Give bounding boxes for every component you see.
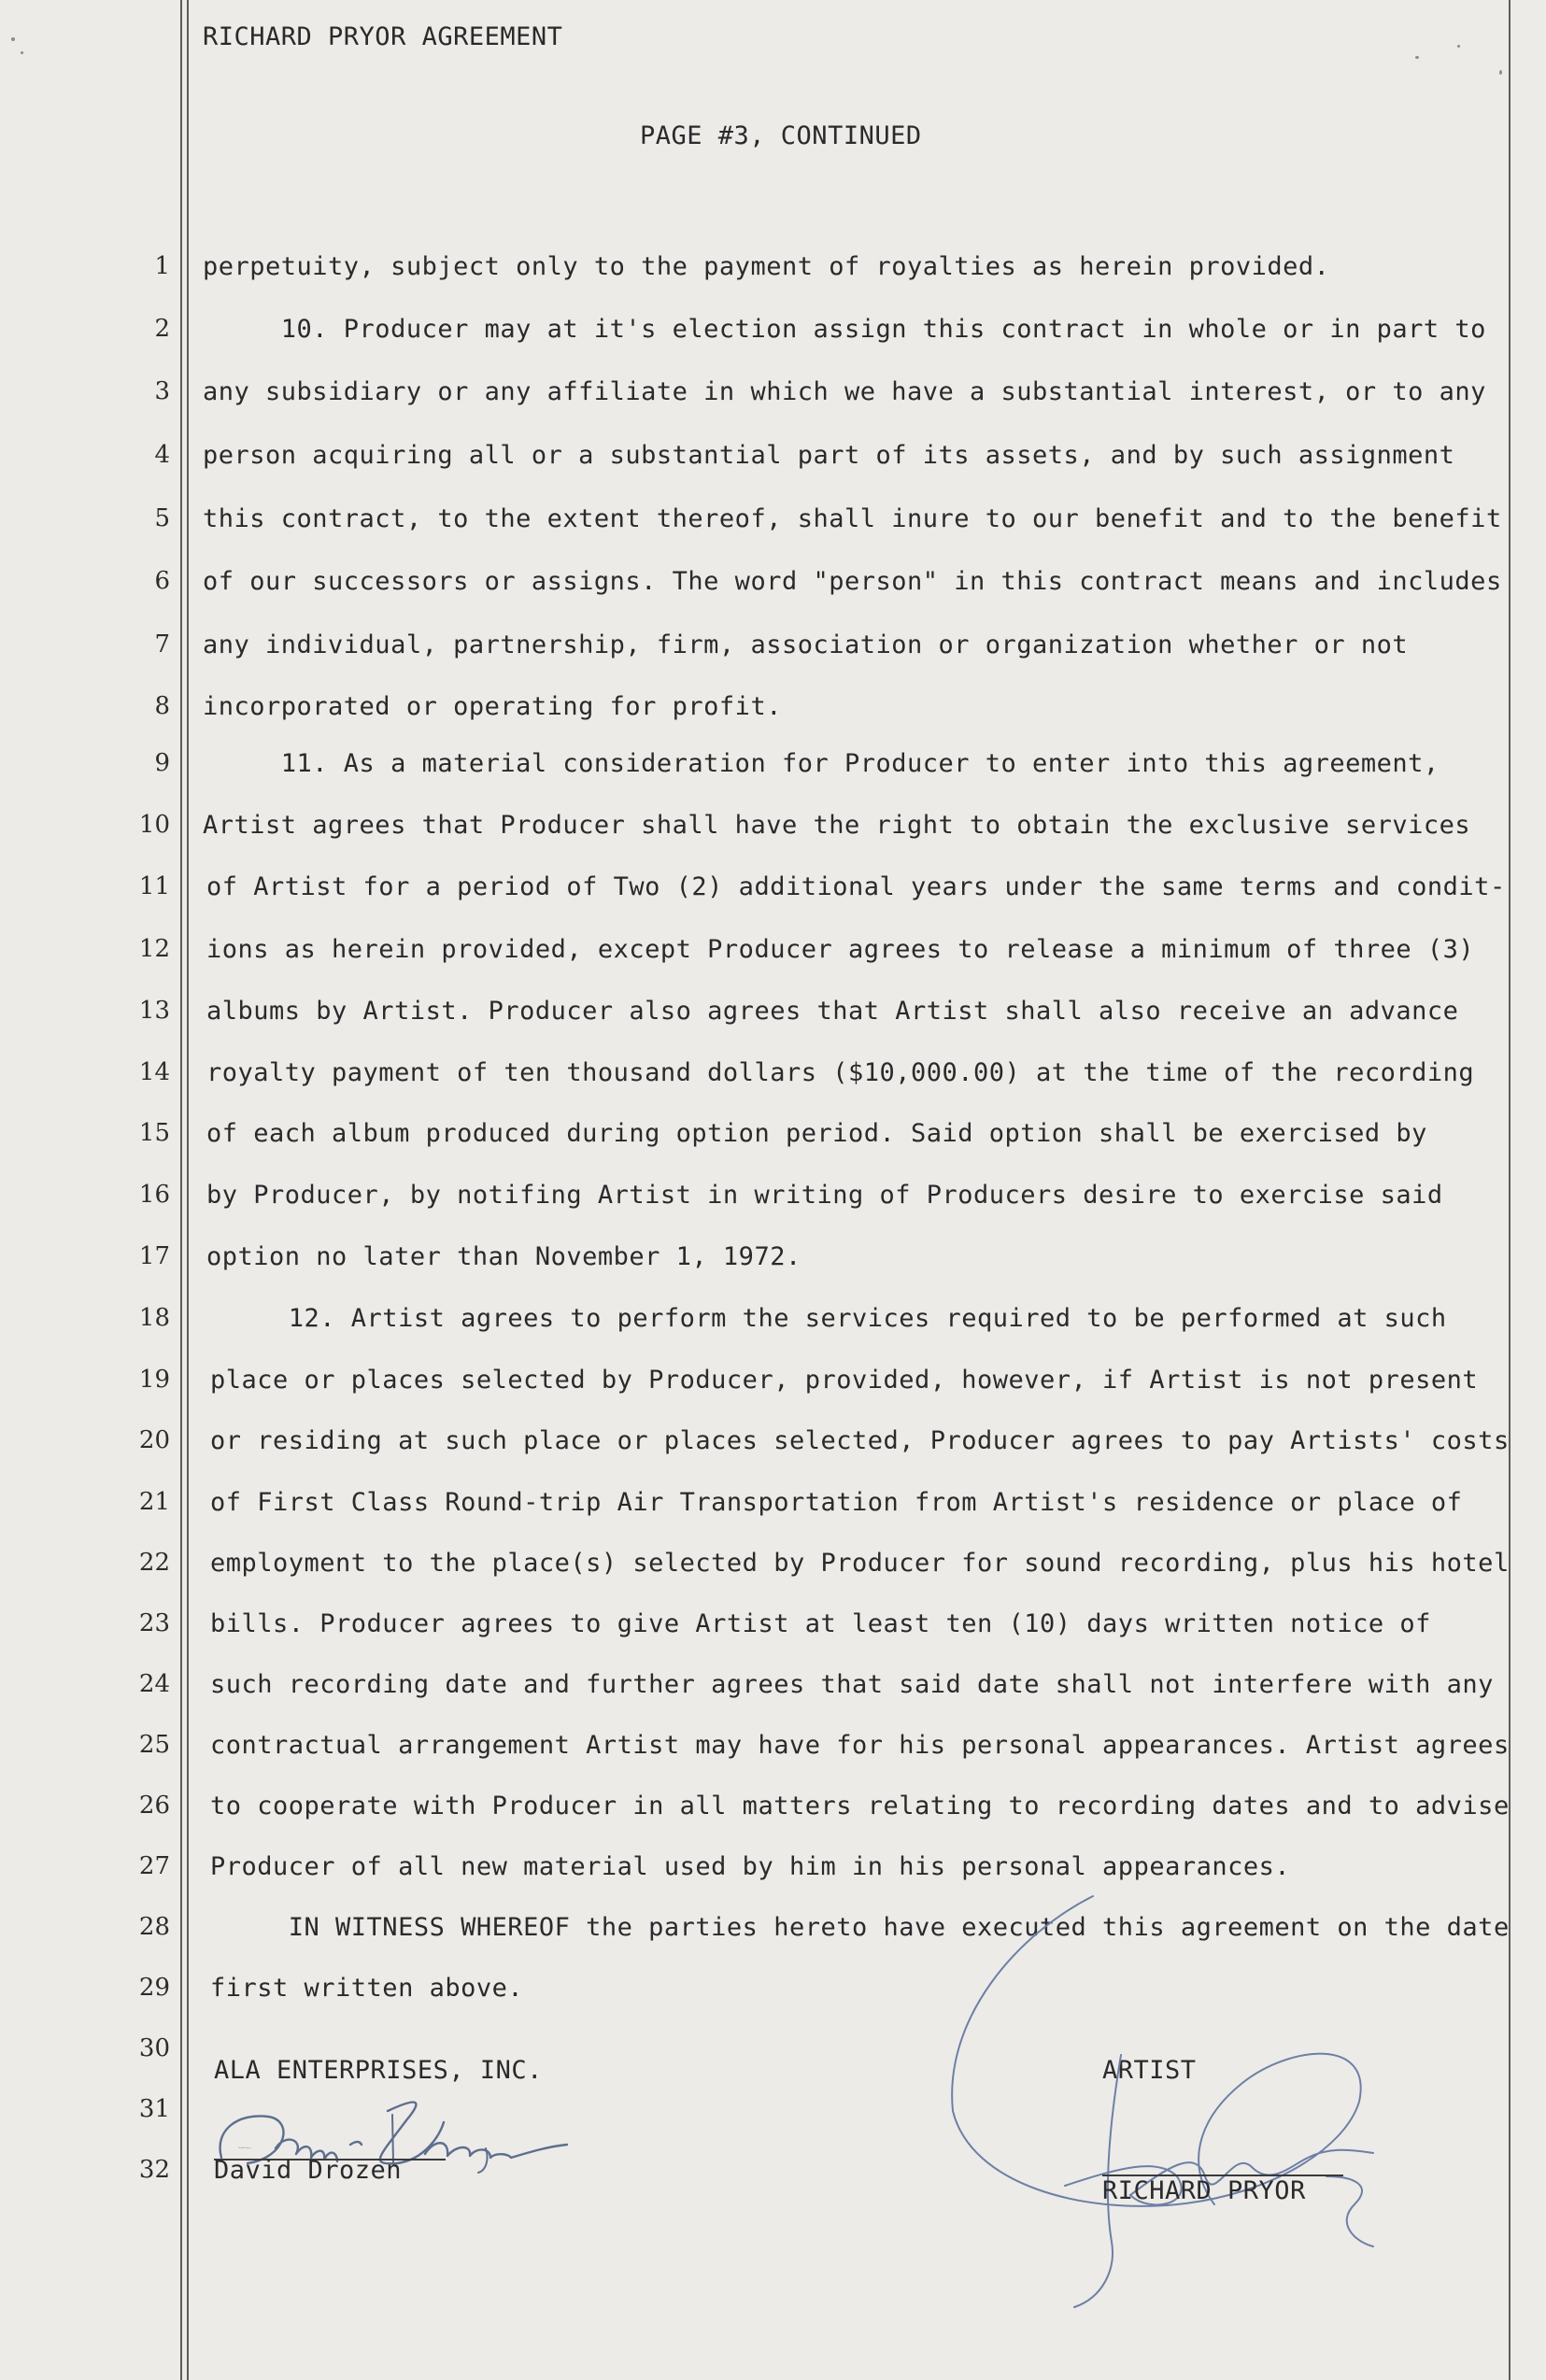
body-line: ions as herein provided, except Producer agrees to release a minimum of three (3)	[206, 935, 1475, 964]
pryor-signature	[934, 1868, 1495, 2316]
line-number: 32	[138, 2156, 170, 2184]
body-line: royalty payment of ten thousand dollars ($10,000.00) at the time of the recording	[206, 1058, 1475, 1087]
body-line: or residing at such place or places selected, Producer agrees to pay Artists' costs	[210, 1426, 1510, 1455]
body-line: to cooperate with Producer in all matters relating to recording dates and to advise	[210, 1792, 1510, 1820]
line-number: 27	[138, 1852, 170, 1880]
body-line: of Artist for a period of Two (2) additional years under the same terms and condit-	[206, 872, 1506, 901]
body-line: IN WITNESS WHEREOF the parties hereto have executed this agreement on the date	[210, 1913, 1510, 1942]
line-number: 6	[154, 567, 170, 595]
line-number: 20	[138, 1426, 170, 1454]
body-line: any subsidiary or any affiliate in which we have a substantial interest, or to any	[203, 377, 1486, 406]
body-line: perpetuity, subject only to the payment of royalties as herein provided.	[203, 252, 1330, 281]
body-line: by Producer, by notifing Artist in writing of Producers desire to exercise said	[206, 1181, 1443, 1210]
margin-rule-right	[1509, 0, 1511, 2380]
body-line: employment to the place(s) selected by Producer for sound recording, plus his hotel	[210, 1549, 1510, 1578]
line-number: 10	[138, 811, 170, 839]
line-number: 16	[138, 1181, 170, 1209]
body-line: of our successors or assigns. The word "person" in this contract means and includes	[203, 567, 1502, 596]
body-line: Producer of all new material used by him in his personal appearances.	[210, 1852, 1291, 1881]
line-number: 5	[154, 504, 170, 532]
line-number: 31	[138, 2095, 170, 2123]
line-number: 8	[154, 692, 170, 720]
body-line: this contract, to the extent thereof, shall inure to our benefit and to the benefit	[203, 504, 1502, 533]
right-signer-name: RICHARD PRYOR	[1102, 2176, 1306, 2205]
page-subtitle: PAGE #3, CONTINUED	[640, 121, 922, 150]
body-line: albums by Artist. Producer also agrees that Artist shall also receive an advance	[206, 997, 1459, 1026]
body-line: contractual arrangement Artist may have for his personal appearances. Artist agrees	[210, 1731, 1510, 1760]
body-line: place or places selected by Producer, provided, however, if Artist is not present	[210, 1366, 1479, 1395]
paper-speck	[1499, 70, 1502, 75]
body-line: incorporated or operating for profit.	[203, 692, 782, 721]
line-number: 26	[138, 1792, 170, 1820]
line-number: 22	[138, 1549, 170, 1577]
line-number: 13	[138, 997, 170, 1025]
body-line: first written above.	[210, 1974, 524, 2003]
body-line: Artist agrees that Producer shall have the right to obtain the exclusive services	[203, 811, 1471, 840]
line-number: 11	[138, 872, 170, 900]
line-number: 12	[138, 935, 170, 963]
margin-rule-left	[180, 0, 182, 2380]
left-signer-name: David Drozen	[214, 2156, 403, 2185]
line-number: 23	[138, 1609, 170, 1637]
body-line: person acquiring all or a substantial part of its assets, and by such assignment	[203, 441, 1455, 470]
line-number: 24	[138, 1670, 170, 1698]
line-number: 14	[138, 1058, 170, 1086]
paper-speck	[1457, 45, 1460, 48]
svg-text:David Drozen: David Drozen	[238, 2147, 251, 2149]
line-number: 21	[138, 1488, 170, 1516]
body-line: such recording date and further agrees that said date shall not interfere with any	[210, 1670, 1494, 1699]
artist-label: ARTIST	[1102, 2056, 1197, 2085]
body-line: of First Class Round-trip Air Transportation from Artist's residence or place of	[210, 1488, 1463, 1517]
body-line: bills. Producer agrees to give Artist at least ten (10) days written notice of	[210, 1609, 1431, 1638]
line-number: 19	[138, 1366, 170, 1394]
body-line: 10. Producer may at it's election assign this contract in whole or in part to	[203, 315, 1486, 344]
document-title: RICHARD PRYOR AGREEMENT	[203, 22, 563, 51]
line-number: 29	[138, 1974, 170, 2002]
paper-speck	[11, 37, 15, 41]
line-number: 28	[138, 1913, 170, 1941]
company-name: ALA ENTERPRISES, INC.	[214, 2056, 543, 2085]
line-number: 30	[138, 2034, 170, 2062]
body-line: 11. As a material consideration for Producer to enter into this agreement,	[203, 749, 1440, 778]
paper-speck	[1415, 56, 1419, 59]
body-line: of each album produced during option period. Said option shall be exercised by	[206, 1119, 1427, 1148]
line-number: 4	[154, 441, 170, 469]
margin-rule-left-inner	[187, 0, 189, 2380]
line-number: 9	[154, 749, 170, 777]
line-number: 3	[154, 377, 170, 405]
line-number: 18	[138, 1304, 170, 1332]
line-number: 7	[154, 630, 170, 659]
line-number: 15	[138, 1119, 170, 1147]
line-number: 17	[138, 1242, 170, 1270]
paper-speck	[21, 51, 23, 54]
body-line: 12. Artist agrees to perform the services required to be performed at such	[210, 1304, 1447, 1333]
line-number: 1	[154, 252, 170, 280]
line-number: 25	[138, 1731, 170, 1759]
line-number: 2	[154, 315, 170, 343]
body-line: any individual, partnership, firm, association or organization whether or not	[203, 630, 1409, 659]
body-line: option no later than November 1, 1972.	[206, 1242, 801, 1271]
